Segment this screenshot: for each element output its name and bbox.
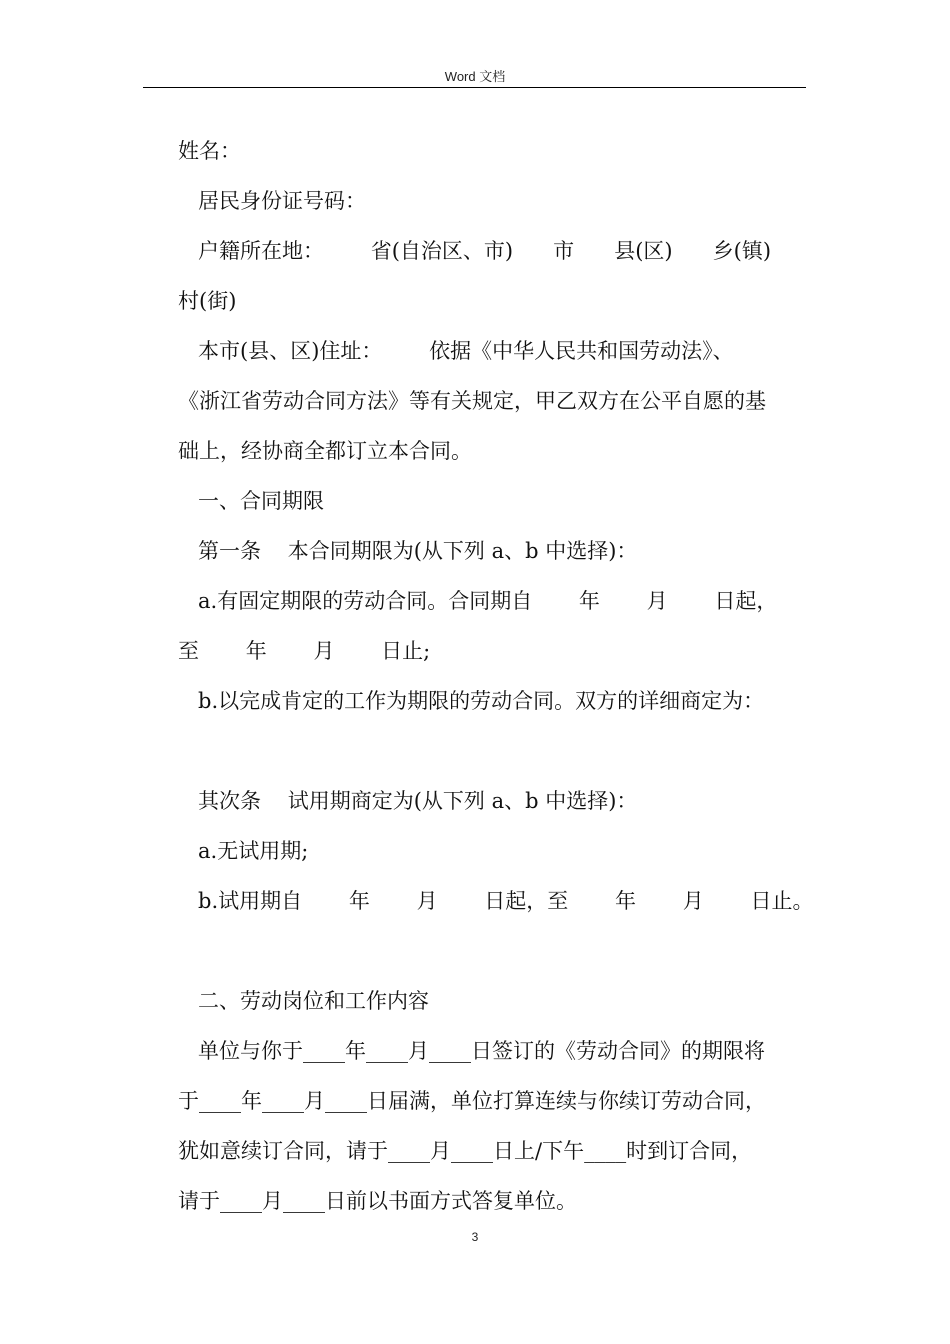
page-header-title: Word 文档 xyxy=(444,69,506,84)
option-a-no-probation: a.无试用期; xyxy=(198,839,309,863)
text-line-renewal-1: 单位与你于____年____月____日签订的《劳动合同》的期限将 xyxy=(198,1039,765,1063)
text-line-address-basis: 本市(县、区)住址： 依据《中华人民共和国劳动法》、 xyxy=(198,339,734,363)
article-two: 其次条 试用期商定为(从下列 a、b 中选择)： xyxy=(198,789,638,813)
option-a-end-date: 至 年 月 日止; xyxy=(178,639,431,663)
text-line-regulations: 《浙江省劳动合同方法》等有关规定，甲乙双方在公平自愿的基 xyxy=(178,389,766,413)
text-line-renewal-3: 犹如意续订合同，请于____月____日上/下午____时到订合同， xyxy=(178,1139,753,1163)
header-divider xyxy=(143,87,806,88)
option-a-fixed-term: a.有固定期限的劳动合同。合同期自 年 月 日起， xyxy=(198,589,778,613)
page-number: 3 xyxy=(471,1230,479,1244)
section-heading-contract-term: 一、合同期限 xyxy=(198,489,324,513)
text-line-name: 姓名： xyxy=(178,139,241,163)
text-line-id-number: 居民身份证号码： xyxy=(198,189,366,213)
text-line-household-registration: 户籍所在地： 省(自治区、市) 市 县(区) 乡(镇) xyxy=(198,239,772,263)
section-heading-job-content: 二、劳动岗位和工作内容 xyxy=(198,989,429,1013)
option-b-probation-period: b.试用期自 年 月 日起，至 年 月 日止。 xyxy=(198,889,814,913)
text-line-renewal-2: 于____年____月____日届满，单位打算连续与你续订劳动合同， xyxy=(178,1089,766,1113)
text-line-agreement: 础上，经协商全都订立本合同。 xyxy=(178,439,472,463)
text-line-village: 村(街) xyxy=(178,289,237,313)
article-one: 第一条 本合同期限为(从下列 a、b 中选择)： xyxy=(198,539,638,563)
text-line-renewal-4: 请于____月____日前以书面方式答复单位。 xyxy=(178,1189,577,1213)
option-b-task-based: b.以完成肯定的工作为期限的劳动合同。双方的详细商定为： xyxy=(198,689,765,713)
